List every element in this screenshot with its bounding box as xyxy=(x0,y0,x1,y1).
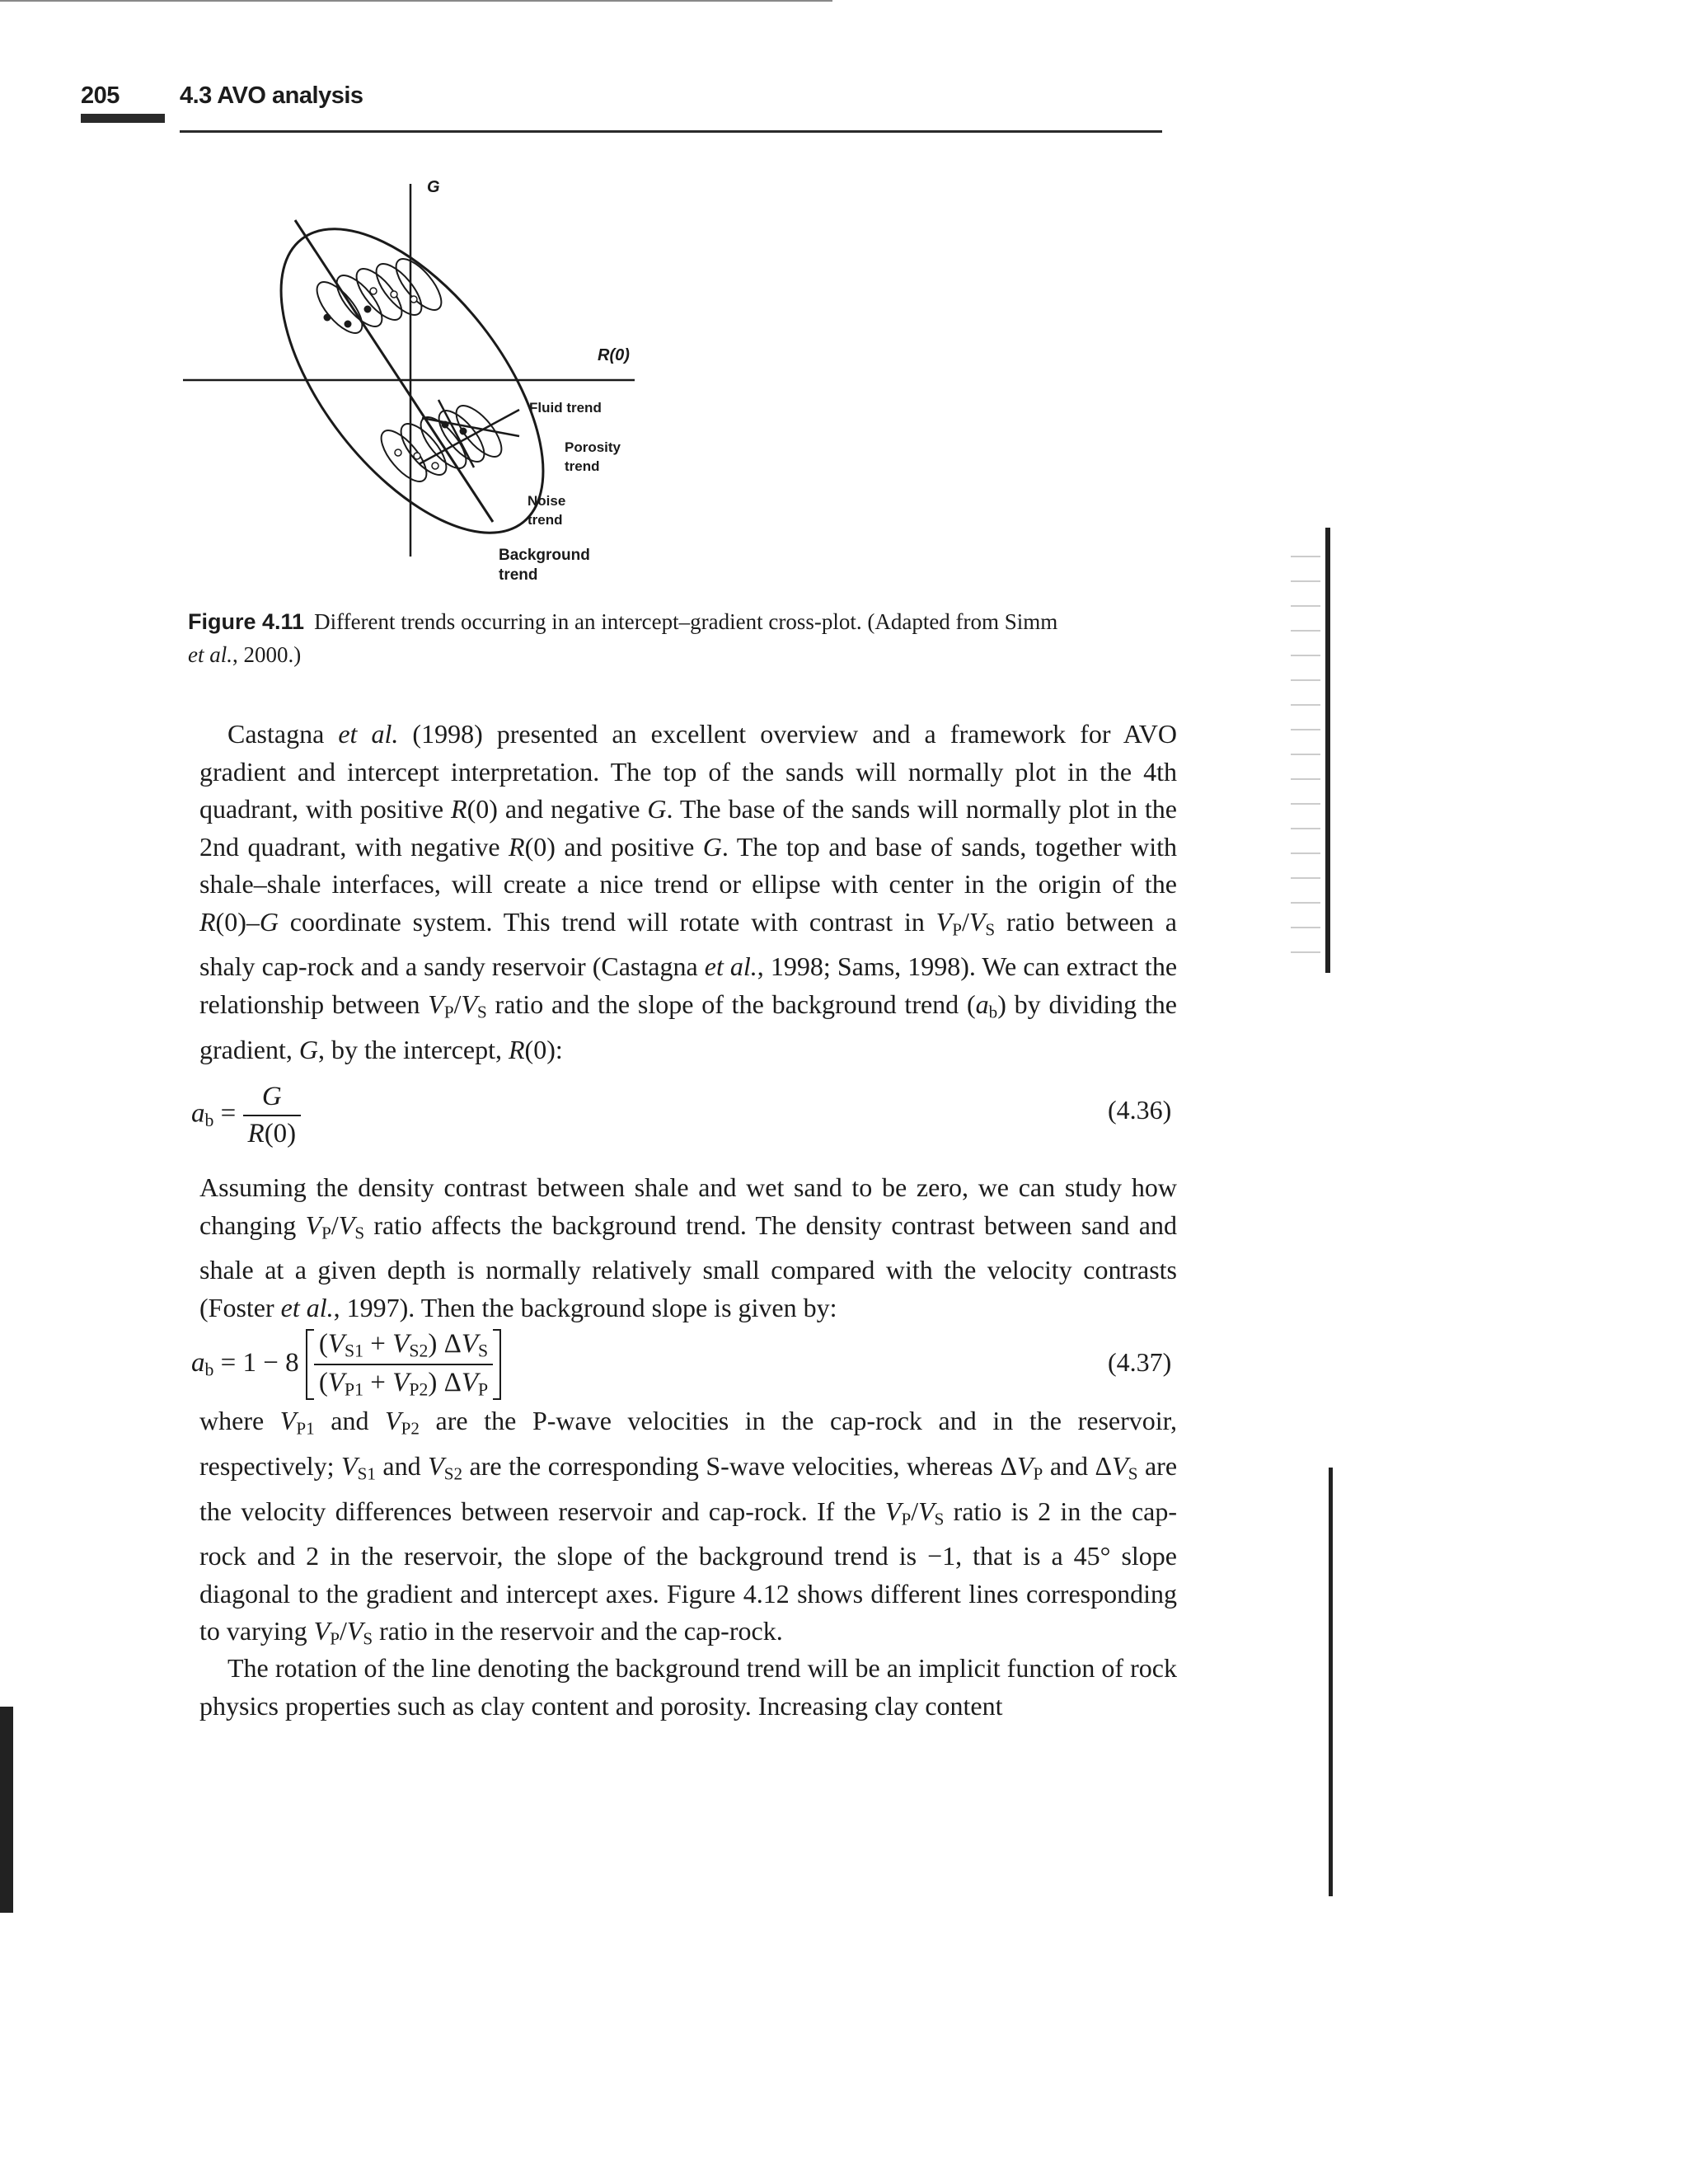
lower-circle xyxy=(432,463,438,469)
porosity-trend-label: trend xyxy=(565,458,600,474)
upper-circle xyxy=(410,296,417,303)
header-bar xyxy=(81,114,165,123)
page-number: 205 xyxy=(81,82,120,109)
figure-caption xyxy=(188,605,1160,671)
section-title: 4.3 AVO analysis xyxy=(180,82,363,109)
g-axis-label: G xyxy=(427,178,440,196)
noise-trend-label: Noise xyxy=(528,493,566,509)
equation-number-4-37: (4.37) xyxy=(1108,1347,1172,1377)
r0-axis-label: R(0) xyxy=(598,346,630,364)
lower-circle xyxy=(395,449,401,456)
scan-left-edge xyxy=(0,1707,13,1913)
scan-top-edge xyxy=(0,0,832,2)
paragraph-2: Assuming the density contrast between shale and wet sand to be zero, we can study how changing $V_P/V_S$ ratio affects the background trend. The density contrast between sand and shale at a given depth is normally relatively small compared with the velocity contrasts (Foster et al., 1997). Then the background slope is given by: xyxy=(199,1172,1178,1322)
lower-dot xyxy=(460,428,467,435)
caption-end: , 2000.) xyxy=(232,642,302,667)
caption-text: Different trends occurring in an intercept–gradient cross-plot. (Adapted from Simm xyxy=(314,609,1058,634)
paragraph-3: where $V_{P1}$ and $V_{P2}$ are the P-wave velocities in the cap-rock and in the reservoir, respectively; $V_{S1}$ and $V_{S2}$ are the corresponding S-wave velocities, whereas $\Delta V_P$ and $\Delta V_S$ are the velocity differences between reservoir and cap-rock. If the $V_P/V_S$ ratio is 2 in the cap-rock and 2 in the reservoir, the slope of the background trend is −1, that is a 45° slope diagonal to the gradient and intercept axes. Figure 4.12 shows different lines corresponding to varying $V_P/V_S$ ratio in the reservoir and the cap-rock. xyxy=(199,1406,1178,1649)
upper-dot xyxy=(324,314,331,322)
upper-circle xyxy=(391,291,397,298)
upper-dot xyxy=(345,321,352,328)
porosity-trend-label: Porosity xyxy=(565,439,621,455)
noise-trend-label: trend xyxy=(528,512,563,528)
porosity-trend-line xyxy=(422,418,519,436)
header-rule xyxy=(180,130,1162,133)
caption-etal: et al. xyxy=(188,642,232,667)
scan-speckle xyxy=(1291,544,1320,973)
paragraph-4: The rotation of the line denoting the background trend will be an implicit function of rock physics properties such as clay content and porosity. Increasing clay content xyxy=(199,1653,1177,1721)
upper-circle xyxy=(370,288,377,294)
fluid-trend-label: Fluid trend xyxy=(529,400,602,416)
paragraph-1: Castagna et al. (1998) presented an excellent overview and a framework for AVO gradient and intercept interpretation. The top of the sands will normally plot in the 4th quadrant, with positive R(0) and negative G. The base of the sands will normally plot in the 2nd quadrant, with negative R(0) and positive G. The top and base of sands, together with shale–shale interfaces, will create a nice trend or ellipse with center in the origin of the R(0)–G coordinate system. This trend will rotate with contrast in $V_P/V_S$ ratio between a shaly cap-rock and a sandy reservoir (Castagna et al., 1998; Sams, 1998). We can extract the relationship between $V_P/V_S$ ratio and the slope of the background trend $(a_b)$ by dividing the gradient, G, by the intercept, R(0): xyxy=(199,719,1178,1064)
background-trend-line xyxy=(295,220,493,522)
scan-right-edge xyxy=(1325,528,1330,973)
figure-label: Figure 4.11 xyxy=(188,609,305,634)
upper-dot xyxy=(364,306,372,313)
equation-4-36: $a_b$ = $\frac{G}{R(0)}$ xyxy=(191,1082,301,1149)
background-trend-label: Background xyxy=(499,547,590,564)
scan-right-edge-lower xyxy=(1329,1468,1333,1896)
cross-plot-figure xyxy=(165,169,742,614)
equation-number-4-36: (4.36) xyxy=(1108,1095,1172,1125)
upper-cluster xyxy=(309,252,448,341)
lower-circle xyxy=(414,453,420,459)
background-trend-label: trend xyxy=(499,566,538,584)
equation-4-37: $a_b = 1 - 8$ $\frac{(V_{S1} + V_{S2}) \Delta V_S}{(V_{P1} + V_{P2}) \Delta V_P}$ xyxy=(191,1329,501,1401)
